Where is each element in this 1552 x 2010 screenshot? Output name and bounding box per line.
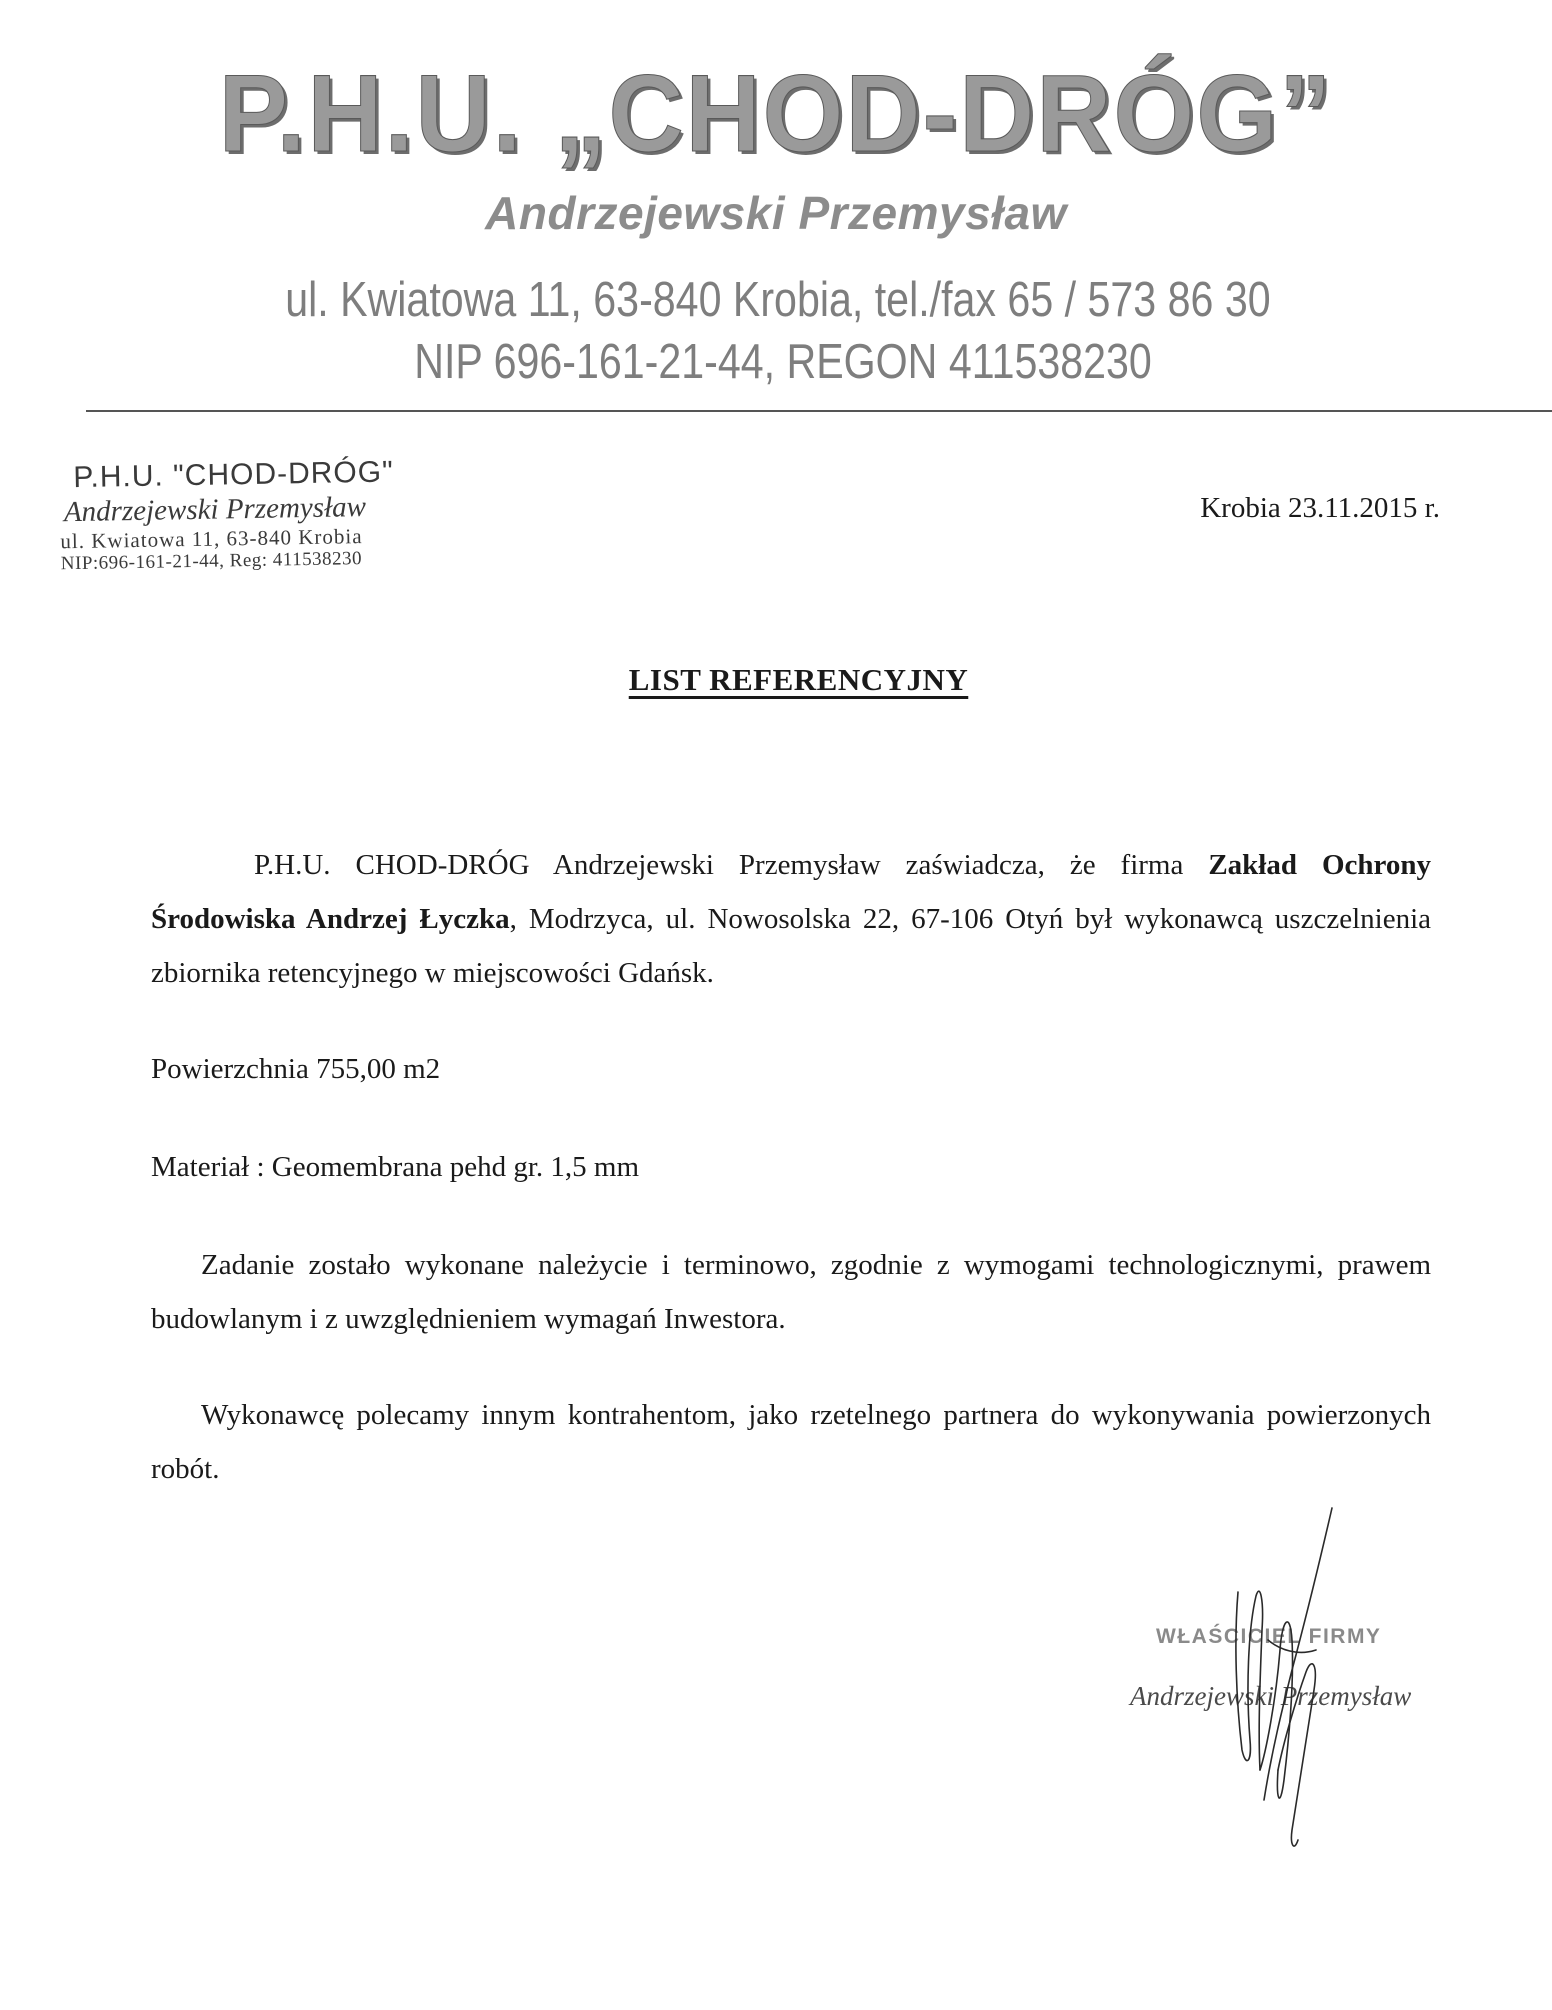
body-paragraph-task: Zadanie zostało wykonane należycie i terminowo, zgodnie z wymogami technologicznymi, prawem budowlanym i z uwzględnieniem wymagań Inwestora. xyxy=(151,1249,1431,1335)
body-material-line: Materiał : Geomembrana pehd gr. 1,5 mm xyxy=(151,1151,640,1183)
letter-date: Krobia 23.11.2015 r. xyxy=(1200,492,1440,524)
body-area-line: Powierzchnia 755,00 m2 xyxy=(151,1053,441,1085)
handwritten-signature xyxy=(1220,1500,1350,1880)
letterhead-tax-ids: NIP 696-161-21-44, REGON 411538230 xyxy=(414,335,1152,389)
letter-body xyxy=(151,838,1431,1496)
certification-intro: P.H.U. CHOD-DRÓG Andrzejewski Przemysław zaświadcza, że firma xyxy=(254,849,1209,881)
stamp-owner-line: Andrzejewski Przemysław xyxy=(63,490,367,528)
body-paragraph-recommendation: Wykonawcę polecamy innym kontrahentom, jako rzetelnego partnera do wykonywania powierzonych robót. xyxy=(151,1399,1431,1485)
body-paragraph-certification xyxy=(151,838,1431,1000)
stamp-address-line: ul. Kwiatowa 11, 63-840 Krobia xyxy=(60,523,363,554)
signature-role-stamp: WŁAŚCICIEL FIRMY xyxy=(1156,1625,1382,1648)
document-title: LIST REFERENCYJNY xyxy=(628,662,969,697)
certification-details: , Modrzyca, ul. Nowosolska 22, 67-106 Otyń był wykonawcą uszczelnienia zbiornika retencyjnego w miejscowości Gdańsk. xyxy=(151,903,1431,989)
company-stamp xyxy=(59,455,441,575)
stamp-ids-line: NIP:696-161-21-44, Reg: 411538230 xyxy=(60,548,363,575)
letterhead-divider xyxy=(86,410,1552,412)
signature-printed-name: Andrzejewski Przemysław xyxy=(1130,1681,1412,1711)
stamp-company-line: P.H.U. "CHOD-DRÓG" xyxy=(73,455,394,495)
letterhead-owner-name: Andrzejewski Przemysław xyxy=(485,187,1067,239)
letterhead-address: ul. Kwiatowa 11, 63-840 Krobia, tel./fax 65 / 573 86 30 xyxy=(285,273,1271,327)
letterhead-company-name: P.H.U. „CHOD-DRÓG” xyxy=(218,53,1334,175)
contractor-company-name: Zakład Ochrony Środowiska Andrzej Łyczka xyxy=(151,849,1431,935)
